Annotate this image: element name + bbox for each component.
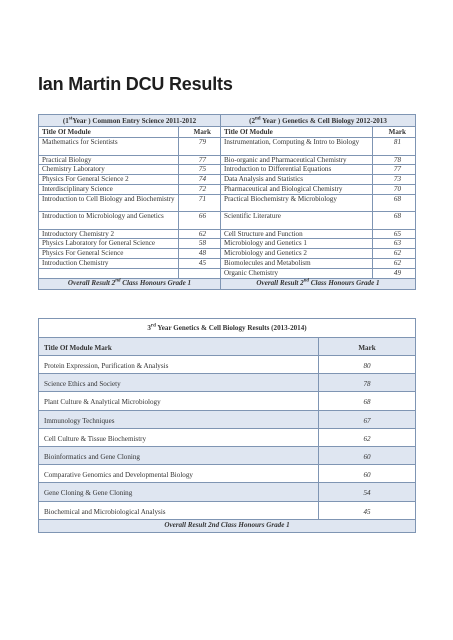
year1-col-mark: Mark [179,127,221,138]
year3-results-table [38,318,416,533]
year1-module: Introduction Chemistry [39,259,179,269]
year1-overall-result: Overall Result 2nd Class Honours Grade 1 [39,278,221,289]
table-row [39,155,416,165]
table-row [39,374,416,392]
year3-module: Immunology Techniques [39,410,319,428]
year2-module: Scientific Literature [221,212,373,230]
year3-module: Plant Culture & Analytical Microbiology [39,392,319,410]
year2-col-mark: Mark [373,127,416,138]
year3-mark: 68 [319,392,416,410]
year1-mark: 72 [179,184,221,194]
table-row [39,356,416,374]
table-row [39,175,416,185]
year3-mark: 80 [319,356,416,374]
year2-col-module: Title Of Module [221,127,373,138]
year2-mark: 81 [373,138,416,156]
year3-col-mark: Mark [319,338,416,356]
year3-mark: 60 [319,465,416,483]
year1-module: Physics For General Science [39,249,179,259]
year1-mark: 79 [179,138,221,156]
page-title: Ian Martin DCU Results [38,74,233,94]
table-row [39,410,416,428]
table-row [39,501,416,519]
year1-module: Introduction to Cell Biology and Biochemistry [39,194,179,212]
year2-mark: 68 [373,194,416,212]
year3-mark: 67 [319,410,416,428]
year3-module: Comparative Genomics and Developmental Biology [39,465,319,483]
year2-module: Microbiology and Genetics 1 [221,239,373,249]
table-row [39,212,416,230]
year1-module: Mathematics for Scientists [39,138,179,156]
year2-module: Pharmaceutical and Biological Chemistry [221,184,373,194]
column-header-row [39,127,416,138]
table-row [39,259,416,269]
table-row [39,428,416,446]
year1-mark: 74 [179,175,221,185]
year2-module: Introduction to Differential Equations [221,165,373,175]
year2-mark: 62 [373,249,416,259]
year2-module: Organic Chemistry [221,268,373,278]
year3-module: Bioinformatics and Gene Cloning [39,446,319,464]
year2-mark: 73 [373,175,416,185]
year3-module: Cell Culture & Tissue Biochemistry [39,428,319,446]
year1-year2-results-table [38,114,416,290]
year3-col-module: Title Of Module Mark [39,338,319,356]
year1-mark: 62 [179,229,221,239]
overall-result-row [39,519,416,532]
year2-mark: 78 [373,155,416,165]
year3-heading: 3rd Year Genetics & Cell Biology Results (2013-2014) [39,319,416,338]
table-row [39,138,416,156]
year1-module: Introduction to Microbiology and Genetics [39,212,179,230]
year1-mark: 58 [179,239,221,249]
year1-module: Physics For General Science 2 [39,175,179,185]
year1-heading: (1stYear ) Common Entry Science 2011-2012 [39,115,221,127]
year2-mark: 63 [373,239,416,249]
year3-module: Biochemical and Microbiological Analysis [39,501,319,519]
table-row [39,268,416,278]
table-header-row [39,319,416,338]
year2-mark: 62 [373,259,416,269]
table-row [39,184,416,194]
year3-mark: 62 [319,428,416,446]
year1-module: Practical Biology [39,155,179,165]
year3-module: Protein Expression, Purification & Analysis [39,356,319,374]
table-row [39,465,416,483]
year1-module: Physics Laboratory for General Science [39,239,179,249]
year2-mark: 70 [373,184,416,194]
table-row [39,229,416,239]
year1-mark: 45 [179,259,221,269]
year2-module: Instrumentation, Computing & Intro to Biology [221,138,373,156]
table-row [39,239,416,249]
year3-module: Science Ethics and Society [39,374,319,392]
year1-module: Introductory Chemistry 2 [39,229,179,239]
year1-col-module: Title Of Module [39,127,179,138]
year3-mark: 45 [319,501,416,519]
year1-module: Chemistry Laboratory [39,165,179,175]
column-header-row [39,338,416,356]
year1-mark [179,268,221,278]
year3-module: Gene Cloning & Gene Cloning [39,483,319,501]
year2-module: Microbiology and Genetics 2 [221,249,373,259]
table-row [39,483,416,501]
year3-mark: 78 [319,374,416,392]
year2-module: Cell Structure and Function [221,229,373,239]
table-row [39,446,416,464]
table-header-row [39,115,416,127]
table-row [39,249,416,259]
year2-module: Bio-organic and Pharmaceutical Chemistry [221,155,373,165]
year3-mark: 54 [319,483,416,501]
year3-overall-result: Overall Result 2nd Class Honours Grade 1 [39,519,416,532]
table-row [39,194,416,212]
year2-mark: 65 [373,229,416,239]
year2-overall-result: Overall Result 2nd Class Honours Grade 1 [221,278,416,289]
year1-mark: 75 [179,165,221,175]
year3-mark: 60 [319,446,416,464]
overall-result-row [39,278,416,289]
year2-mark: 68 [373,212,416,230]
year1-mark: 48 [179,249,221,259]
year1-module [39,268,179,278]
table-row [39,392,416,410]
year2-mark: 49 [373,268,416,278]
year2-mark: 77 [373,165,416,175]
year2-module: Practical Biochemistry & Microbiology [221,194,373,212]
year1-module: Interdisciplinary Science [39,184,179,194]
year1-mark: 77 [179,155,221,165]
year1-mark: 66 [179,212,221,230]
year2-heading: (2nd Year ) Genetics & Cell Biology 2012-2013 [221,115,416,127]
year2-module: Biomolecules and Metabolism [221,259,373,269]
year1-mark: 71 [179,194,221,212]
table-row [39,165,416,175]
year2-module: Data Analysis and Statistics [221,175,373,185]
